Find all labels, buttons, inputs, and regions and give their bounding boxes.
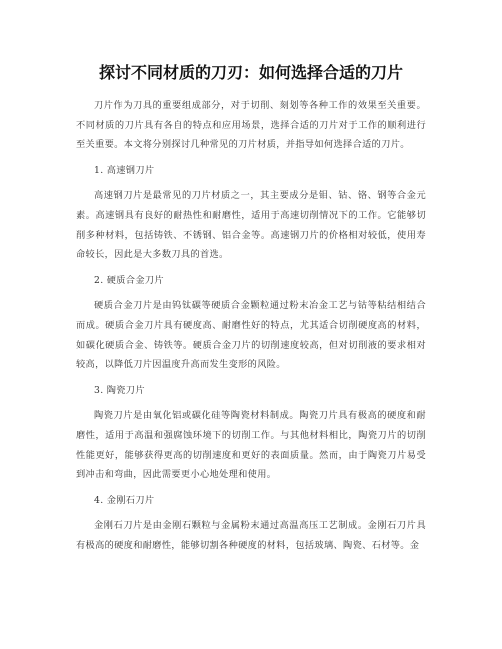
- intro-paragraph: 刀片作为刀具的重要组成部分，对于切削、刻划等各种工作的效果至关重要。不同材质的刀片具有各自的特点和应用场景，选择合适的刀片对于工作的顺利进行至关重要。本文将分别探讨几种常见的刀片材质，并指导如何选择合适的刀片。: [76, 100, 426, 151]
- document-title: 探讨不同材质的刀刃：如何选择合适的刀片: [98, 63, 403, 82]
- section-heading-3: 3. 陶瓷刀片: [94, 384, 145, 396]
- section-paragraph-4: 金刚石刀片是由金刚石颗粒与金属粉末通过高温高压工艺制成。金刚石刀片具有极高的硬度和耐磨性，能够切割各种硬度的材料，包括玻璃、陶瓷、石材等。金: [76, 520, 426, 551]
- section-paragraph-1: 高速钢刀片是最常见的刀片材质之一，其主要成分是钼、钴、铬、钢等合金元素。高速钢具有良好的耐热性和耐磨性，适用于高速切削情况下的工作。它能够切削多种材料，包括铸铁、不锈钢、铝合金等。高速钢刀片的价格相对较低，使用寿命较长，因此是大多数刀具的首选。: [76, 190, 426, 261]
- section-heading-2: 2. 硬质合金刀片: [94, 274, 164, 286]
- section-heading-1: 1. 高速钢刀片: [94, 164, 155, 176]
- document-body: [76, 96, 426, 555]
- section-heading-4: 4. 金刚石刀片: [94, 494, 155, 506]
- section-paragraph-3: 陶瓷刀片是由氧化铝或碳化硅等陶瓷材料制成。陶瓷刀片具有极高的硬度和耐磨性，适用于高温和强腐蚀环境下的切削工作。与其他材料相比，陶瓷刀片的切削性能更好，能够获得更高的切削速度和更好的表面质量。然而，由于陶瓷刀片易受到冲击和弯曲，因此需要更小心地处理和使用。: [76, 410, 426, 481]
- section-paragraph-2: 硬质合金刀片是由钨钛碳等硬质合金颗粒通过粉末冶金工艺与钴等粘结相结合而成。硬质合金刀片具有硬度高、耐磨性好的特点，尤其适合切削硬度高的材料，如碳化硬质合金、铸铁等。硬质合金刀片的切削速度较高，但对切削液的要求相对较高，以降低刀片因温度升高而发生变形的风险。: [76, 300, 426, 371]
